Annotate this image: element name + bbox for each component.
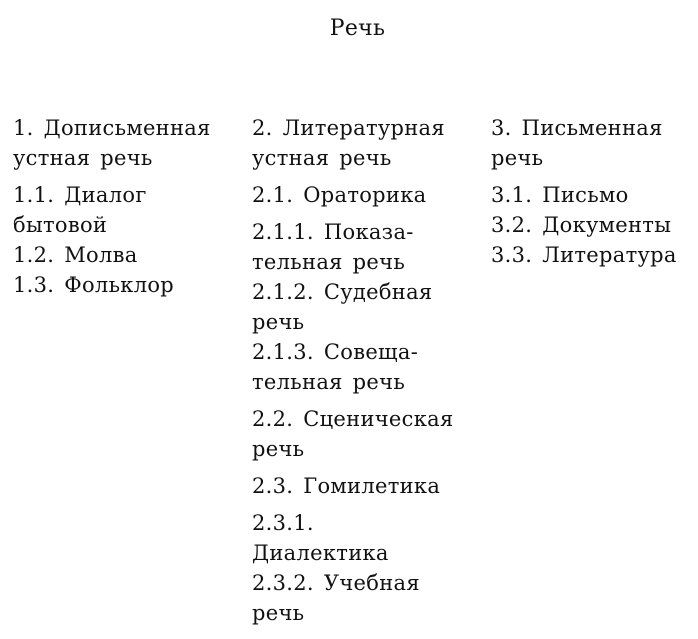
page-title: Речь — [329, 16, 386, 41]
item-line: 2.3.1. — [252, 511, 314, 535]
item-line: речь — [252, 601, 305, 625]
list-item — [252, 277, 482, 337]
list-item — [491, 210, 696, 240]
item-line: тельная речь — [252, 370, 406, 394]
list-item — [13, 270, 245, 300]
list-item — [252, 568, 482, 628]
heading-line: 3. Письменная — [491, 116, 663, 140]
item-line: 3.3. Литература — [491, 243, 677, 267]
column-heading — [491, 113, 696, 173]
column-oral-prewritten — [13, 113, 245, 300]
heading-line: устная речь — [13, 146, 153, 170]
list-item — [13, 240, 245, 270]
item-line: 2.1.2. Судебная — [252, 280, 433, 304]
list-item — [252, 337, 482, 397]
item-line: Диалектика — [252, 541, 389, 565]
column-written — [491, 113, 696, 270]
list-item — [252, 404, 482, 464]
column-oral-literary — [252, 113, 482, 628]
item-line: тельная речь — [252, 250, 406, 274]
column-heading — [252, 113, 482, 173]
list-item — [491, 180, 696, 210]
item-line: речь — [252, 310, 305, 334]
item-line: речь — [252, 437, 305, 461]
heading-line: 1. Дописьменная — [13, 116, 211, 140]
item-line: 2.1. Ораторика — [252, 183, 427, 207]
item-line: 3.1. Письмо — [491, 183, 629, 207]
column-heading — [13, 113, 245, 173]
item-line: 1.3. Фольклор — [13, 273, 175, 297]
item-line: 1.2. Молва — [13, 243, 138, 267]
item-line: 2.2. Сценическая — [252, 407, 454, 431]
list-item — [252, 180, 482, 210]
list-item — [491, 240, 696, 270]
item-line: 2.1.3. Совеща- — [252, 340, 419, 364]
list-item — [13, 180, 245, 240]
item-line: 2.1.1. Показа- — [252, 220, 414, 244]
list-item — [252, 471, 482, 501]
item-line: 2.3.2. Учебная — [252, 571, 420, 595]
item-line: 2.3. Гомилетика — [252, 474, 441, 498]
heading-line: устная речь — [252, 146, 392, 170]
heading-line: 2. Литературная — [252, 116, 445, 140]
list-item — [252, 217, 482, 277]
item-line: 1.1. Диалог — [13, 183, 147, 207]
item-line: бытовой — [13, 213, 108, 237]
list-item — [252, 508, 482, 568]
item-line: 3.2. Документы — [491, 213, 672, 237]
heading-line: речь — [491, 146, 544, 170]
